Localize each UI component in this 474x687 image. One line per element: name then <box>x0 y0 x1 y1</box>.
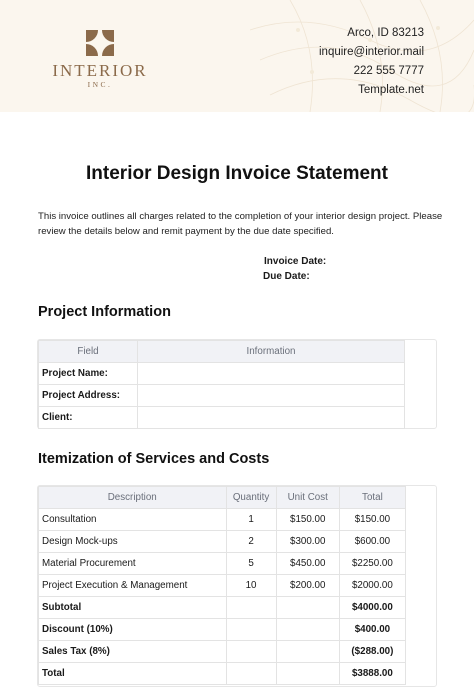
summary-value: $400.00 <box>339 619 405 641</box>
table-header-row <box>39 487 406 509</box>
summary-label: Total <box>39 663 227 685</box>
item-total: $600.00 <box>339 531 405 553</box>
client-value[interactable] <box>138 407 405 429</box>
item-unit-cost: $450.00 <box>276 553 339 575</box>
summary-value: ($288.00) <box>339 641 405 663</box>
item-description: Material Procurement <box>39 553 227 575</box>
contact-email[interactable]: inquire@interior.mail <box>319 46 424 58</box>
client-label: Client: <box>39 407 138 429</box>
table-row <box>39 385 405 407</box>
summary-value: $3888.00 <box>339 663 405 685</box>
item-description: Consultation <box>39 509 227 531</box>
column-header: Information <box>138 341 405 363</box>
intro-paragraph: This invoice outlines all charges related to the completion of your interior design project. Please review the details below and remit payment by the due date specified. <box>38 211 443 237</box>
empty-cell <box>226 597 276 619</box>
sales-tax-row <box>39 641 406 663</box>
logo-mark-icon <box>84 28 116 58</box>
item-total: $2250.00 <box>339 553 405 575</box>
letterhead <box>0 0 474 112</box>
invoice-date-label: Invoice Date: <box>264 256 327 267</box>
item-quantity: 2 <box>226 531 276 553</box>
due-date-label: Due Date: <box>263 271 310 282</box>
logo-subtitle: INC. <box>87 80 113 89</box>
item-description: Project Execution & Management <box>39 575 227 597</box>
subtotal-row <box>39 597 406 619</box>
summary-label: Sales Tax (8%) <box>39 641 227 663</box>
empty-cell <box>226 619 276 641</box>
project-name-label: Project Name: <box>39 363 138 385</box>
summary-label: Subtotal <box>39 597 227 619</box>
project-address-label: Project Address: <box>39 385 138 407</box>
contact-address: Arco, ID 83213 <box>347 27 424 39</box>
empty-cell <box>276 641 339 663</box>
table-row <box>39 509 406 531</box>
item-quantity: 1 <box>226 509 276 531</box>
empty-cell <box>226 663 276 685</box>
empty-cell <box>276 597 339 619</box>
invoice-dates <box>263 254 326 284</box>
project-info-table <box>38 340 405 429</box>
column-header: Field <box>39 341 138 363</box>
column-header: Description <box>39 487 227 509</box>
logo-name: INTERIOR <box>52 61 148 80</box>
empty-cell <box>276 619 339 641</box>
contact-website[interactable]: Template.net <box>358 84 424 96</box>
table-row <box>39 531 406 553</box>
project-name-value[interactable] <box>138 363 405 385</box>
summary-value: $4000.00 <box>339 597 405 619</box>
item-unit-cost: $200.00 <box>276 575 339 597</box>
itemization-heading: Itemization of Services and Costs <box>38 451 270 467</box>
contact-phone: 222 555 7777 <box>353 65 424 77</box>
empty-cell <box>226 641 276 663</box>
item-quantity: 10 <box>226 575 276 597</box>
column-header: Unit Cost <box>276 487 339 509</box>
project-info-heading: Project Information <box>38 304 171 320</box>
item-unit-cost: $300.00 <box>276 531 339 553</box>
summary-label: Discount (10%) <box>39 619 227 641</box>
table-row <box>39 407 405 429</box>
page-title: Interior Design Invoice Statement <box>86 163 388 184</box>
table-header-row <box>39 341 405 363</box>
company-logo <box>48 28 152 90</box>
project-address-value[interactable] <box>138 385 405 407</box>
item-description: Design Mock-ups <box>39 531 227 553</box>
itemization-table <box>38 486 406 685</box>
column-header: Quantity <box>226 487 276 509</box>
empty-cell <box>276 663 339 685</box>
discount-row <box>39 619 406 641</box>
total-row <box>39 663 406 685</box>
table-row <box>39 363 405 385</box>
contact-block <box>319 24 424 100</box>
table-row <box>39 575 406 597</box>
item-total: $2000.00 <box>339 575 405 597</box>
column-header: Total <box>339 487 405 509</box>
table-row <box>39 553 406 575</box>
item-quantity: 5 <box>226 553 276 575</box>
item-total: $150.00 <box>339 509 405 531</box>
item-unit-cost: $150.00 <box>276 509 339 531</box>
